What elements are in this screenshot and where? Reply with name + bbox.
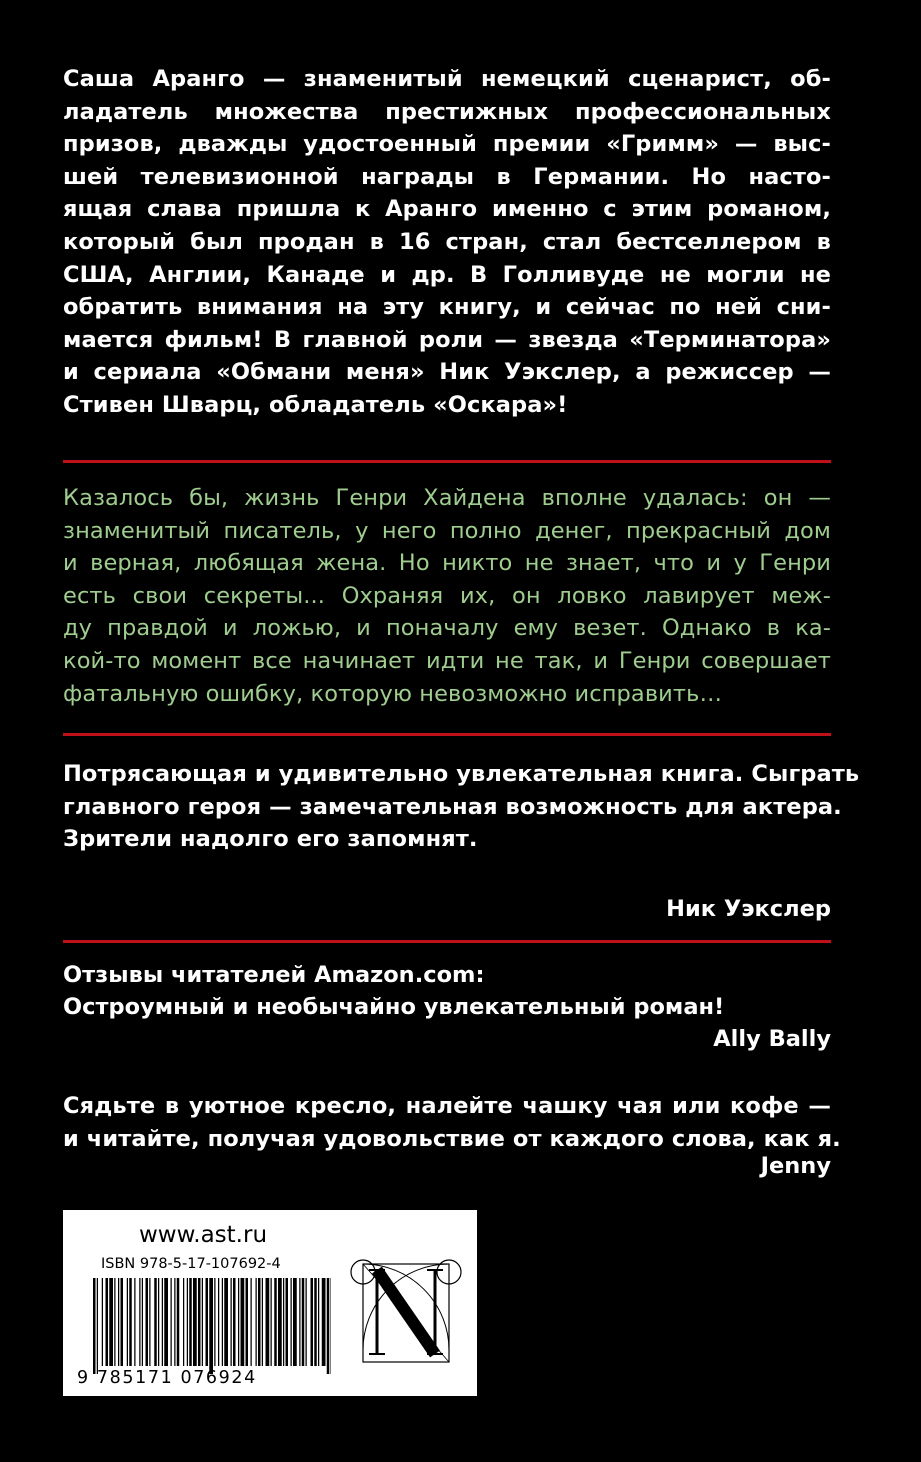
text-line: ду правдой и ложью, и поначалу ему везет. Однако в ка- <box>63 615 831 642</box>
text-line: есть свои секреты... Охраняя их, он ловко лавирует меж- <box>63 582 831 609</box>
barcode-bar <box>177 1278 180 1366</box>
n-publisher-logo-icon <box>345 1250 467 1372</box>
text-line: Казалось бы, жизнь Генри Хайдена вполне удалась: он — <box>63 485 831 511</box>
barcode-bar <box>189 1278 192 1366</box>
text-line: который был продан в 16 стран, стал бестселлером в <box>63 228 831 255</box>
barcode-bar <box>149 1278 150 1366</box>
synopsis-paragraph <box>63 482 831 710</box>
barcode-bar <box>218 1278 219 1366</box>
barcode-bar <box>233 1278 236 1366</box>
barcode-bar <box>174 1278 175 1366</box>
text-line: главного героя — замечательная возможность для актера. <box>63 793 842 820</box>
about-author-paragraph <box>63 63 831 422</box>
review-text <box>63 1090 841 1155</box>
divider-rule <box>63 460 831 463</box>
barcode-bar <box>278 1278 282 1366</box>
barcode-bar <box>102 1278 103 1366</box>
barcode-bar <box>114 1278 115 1366</box>
barcode-bar <box>171 1278 172 1366</box>
barcode-bar <box>164 1278 168 1366</box>
barcode-bar <box>314 1278 317 1366</box>
barcode-bar <box>262 1278 263 1366</box>
text-line: призов, дважды удостоенный премии «Гримм» — выс- <box>63 131 831 158</box>
text-line: и верная, любящая жена. Но никто не знает, что и у Генри <box>63 550 831 577</box>
barcode-bar <box>206 1278 209 1366</box>
review-text: Остроумный и необычайно увлекательный роман! <box>63 994 725 1020</box>
barcode-bar <box>121 1278 124 1366</box>
barcode-bar <box>202 1278 203 1366</box>
barcode-bar <box>331 1278 332 1374</box>
divider-rule <box>63 733 831 736</box>
barcode-bar <box>187 1278 188 1366</box>
barcode-bar <box>106 1278 109 1366</box>
barcode-bar <box>222 1278 223 1366</box>
text-line: Саша Аранго — знаменитый немецкий сценарист, об- <box>63 66 831 92</box>
barcode-bar <box>183 1278 184 1366</box>
barcode-bar <box>224 1278 228 1366</box>
text-line: шей телевизионной награды в Германии. Но насто- <box>63 163 831 190</box>
text-line: фатальную ошибку, которую невозможно исправить… <box>63 680 723 707</box>
barcode-bar <box>129 1278 132 1366</box>
quote-author: Ник Уэкслер <box>666 896 831 922</box>
barcode-bar <box>93 1278 96 1374</box>
barcode-bar <box>158 1278 159 1366</box>
barcode-bar <box>266 1278 270 1366</box>
barcode-bar <box>97 1278 98 1374</box>
barcode-bar <box>198 1278 201 1366</box>
barcode-bar <box>241 1278 245 1366</box>
text-line: кой-то момент все начинает идти не так, и Генри совершает <box>63 647 831 674</box>
barcode-bar <box>238 1278 239 1366</box>
barcode-bar <box>274 1278 277 1366</box>
barcode-bar <box>214 1278 215 1366</box>
review-author: Ally Bally <box>713 1026 831 1052</box>
barcode-bar <box>146 1278 149 1366</box>
barcode-icon <box>93 1278 331 1374</box>
barcode-bar <box>139 1278 140 1366</box>
barcode-bar <box>193 1278 197 1366</box>
isbn-text: ISBN 978-5-17-107692-4 <box>101 1256 281 1272</box>
barcode-bar <box>311 1278 314 1366</box>
barcode-bar <box>231 1278 232 1366</box>
text-line: Сядьте в уютное кресло, налейте чашку чая или кофе — <box>63 1093 831 1119</box>
text-line: и читайте, получая удовольствие от каждого слова, как я. <box>63 1125 841 1152</box>
text-line: мается фильм! В главной роли — звезда «Терминатора» <box>63 326 831 353</box>
text-line: знаменитый писатель, у него полно денег, прекрасный дом <box>63 517 831 544</box>
divider-rule <box>63 940 831 943</box>
text-line: Потрясающая и удивительно увлекательная книга. Сыграть <box>63 761 860 787</box>
barcode-bar <box>162 1278 163 1366</box>
barcode-bar <box>291 1278 292 1366</box>
text-line: США, Англии, Канаде и др. В Голливуде не могли не <box>63 261 831 288</box>
barcode-bar <box>209 1278 213 1374</box>
barcode-bar <box>258 1278 261 1366</box>
text-line: Зрители надолго его запомнят. <box>63 826 478 853</box>
barcode-bar <box>286 1278 289 1366</box>
text-line: Стивен Шварц, обладатель «Оскара»! <box>63 391 568 418</box>
barcode-bar <box>302 1278 305 1366</box>
barcode-label <box>63 1210 477 1396</box>
barcode-bar <box>154 1278 157 1366</box>
barcode-digits: 9 785171 076924 <box>77 1368 257 1388</box>
barcode-bar <box>271 1278 272 1366</box>
barcode-bar <box>306 1278 307 1366</box>
barcode-bar <box>142 1278 143 1366</box>
barcode-bar <box>127 1278 128 1366</box>
barcode-bar <box>322 1278 326 1366</box>
barcode-bar <box>283 1278 284 1366</box>
barcode-bar <box>118 1278 119 1366</box>
barcode-bar <box>109 1278 113 1366</box>
actor-quote <box>63 758 860 856</box>
barcode-bar <box>318 1278 319 1366</box>
barcode-bar <box>251 1278 252 1366</box>
text-line: и сериала «Обмани меня» Ник Уэкслер, а режиссер — <box>63 359 831 386</box>
barcode-bar <box>327 1278 330 1374</box>
website-url: www.ast.ru <box>138 1222 268 1248</box>
text-line: ящая слава пришла к Аранго именно с этим романом, <box>63 196 831 223</box>
barcode-bar <box>246 1278 249 1366</box>
reviews-heading: Отзывы читателей Amazon.com: <box>63 962 485 988</box>
text-line: обратить внимания на эту книгу, и сейчас по ней сни- <box>63 294 831 321</box>
barcode-bar <box>293 1278 297 1366</box>
text-line: ладатель множества престижных профессиональных <box>63 98 831 125</box>
barcode-bar <box>256 1278 257 1366</box>
barcode-bar <box>299 1278 300 1366</box>
review-author: Jenny <box>760 1153 831 1179</box>
barcode-bar <box>134 1278 135 1366</box>
